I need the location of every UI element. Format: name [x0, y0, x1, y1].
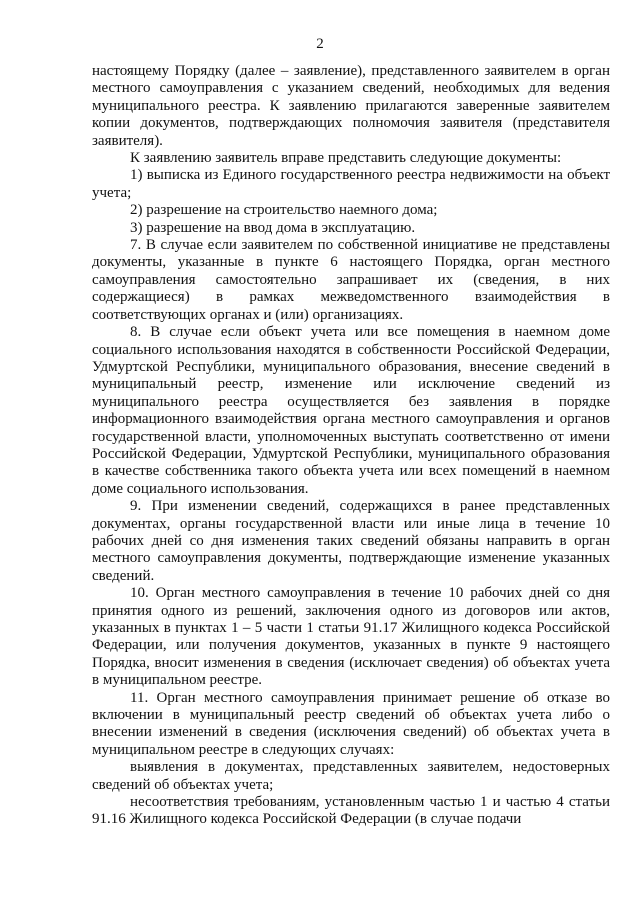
- paragraph-item-10: 10. Орган местного самоуправления в течение 10 рабочих дней со дня принятия одного из решений, заключения одного из договоров или актов, указанных в пунктах 1 – 5 части 1 статьи 91.17 Жилищного кодекса Российской Федерации, или получения документов, указанных в пункте 9 настоящего Порядка, вносит изменения в сведения (исключает сведения) об объектах учета в муниципальном реестре.: [92, 585, 610, 689]
- paragraph-item-11: 11. Орган местного самоуправления принимает решение об отказе во включении в муниципальный реестр сведений об объектах учета либо о внесении изменений в сведения (исключения сведений) об объектах учета в муниципальном реестре в следующих случаях:: [92, 689, 610, 758]
- list-item-registry-extract: 1) выписка из Единого государственного реестра недвижимости на объект учета;: [92, 167, 610, 201]
- paragraph-item-7: 7. В случае если заявителем по собственной инициативе не представлены документы, указанные в пункте 6 настоящего Порядка, орган местного самоуправления самостоятельно запрашивает их (сведения, в них содержащиеся) в рамках межведомственного взаимодействия в соответствующих органах и (или) организациях.: [92, 237, 610, 323]
- paragraph-item-8: 8. В случае если объект учета или все помещения в наемном доме социального использования находятся в собственности Российской Федерации, Удмуртской Республики, муниципального образования, внесение сведений в муниципальный реестр, изменение или исключение сведений из муниципального реестра осуществляется без заявления в порядке информационного взаимодействия органа местного самоуправления и органов государственной власти, уполномоченных выступать соответственно от имени Российской Федерации, Удмуртской Республики, муниципального образования в качестве собственника такого объекта учета или всех помещений в наемном доме социального использования.: [92, 324, 610, 497]
- paragraph-refusal-reason-2: несоответствия требованиям, установленным частью 1 и частью 4 статьи 91.16 Жилищного кодекса Российской Федерации (в случае подачи: [92, 794, 610, 828]
- page-number: 2: [316, 36, 324, 52]
- paragraph-application-continuation: настоящему Порядку (далее – заявление), представленного заявителем в орган местного самоуправления с указанием сведений, необходимых для ведения муниципального реестра. К заявлению прилагаются заверенные заявителем копии документов, подтверждающих полномочия заявителя (представителя заявителя).: [92, 63, 610, 149]
- list-item-construction-permit: 2) разрешение на строительство наемного дома;: [130, 202, 438, 219]
- paragraph-item-9: 9. При изменении сведений, содержащихся в ранее представленных документах, органы государственной власти или иные лица в течение 10 рабочих дней со дня изменения таких сведений обязаны направить в орган местного самоуправления документы, подтверждающие изменение указанных сведений.: [92, 498, 610, 584]
- list-item-commissioning-permit: 3) разрешение на ввод дома в эксплуатацию.: [130, 219, 416, 236]
- paragraph-refusal-reason-1: выявления в документах, представленных заявителем, недостоверных сведений об объектах учета;: [92, 759, 610, 793]
- document-body: [92, 63, 610, 829]
- paragraph-optional-documents: К заявлению заявитель вправе представить следующие документы:: [130, 150, 562, 167]
